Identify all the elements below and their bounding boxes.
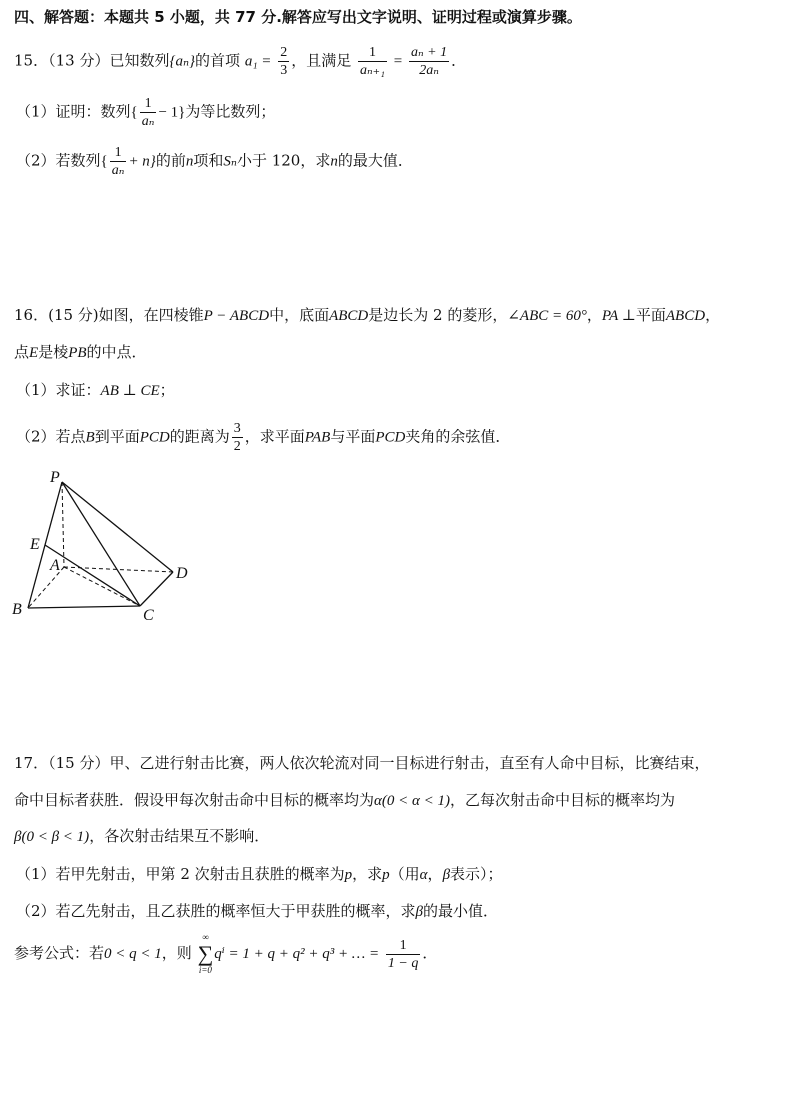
- segment-EC: [45, 545, 140, 606]
- q16-l1-b: 中，底面: [269, 306, 330, 324]
- q15-a1-num: 2: [280, 45, 288, 60]
- q16-p2-a: （2）若点: [16, 427, 86, 446]
- q15-rec-right: [409, 44, 449, 79]
- q15-stem: [14, 44, 466, 79]
- edge-PC: [62, 482, 140, 606]
- q15-p2-c: 项和: [193, 151, 224, 170]
- q15-p2-a: （2）若数列: [16, 151, 101, 170]
- q16-base2: ABCD: [665, 308, 706, 324]
- q17-ref-fraction: [386, 937, 420, 972]
- q16-p2-fraction: [232, 420, 243, 455]
- q15-p1-open: {: [130, 104, 138, 121]
- q17-p1-alpha: α: [419, 867, 428, 883]
- q17-reference: [14, 932, 437, 976]
- edge-BC: [28, 606, 140, 608]
- q15-p2-d: 小于 120，求: [236, 151, 331, 170]
- sum-symbol: [198, 932, 214, 976]
- q16-p1-b: ；: [159, 381, 175, 399]
- q15-a1: a₁ =: [244, 53, 272, 70]
- section-title: 四、解答题：本题共 5 小题，共 77 分.解答应写出文字说明、证明过程或演算步骤。: [14, 8, 582, 26]
- q15-a1-den: 3: [280, 63, 288, 78]
- q16-pb: PB: [68, 345, 87, 361]
- edge-AC-hidden: [64, 567, 140, 606]
- q16-l1-e: 平面: [635, 306, 666, 324]
- q16-l2-a: 点: [14, 343, 30, 361]
- label-A: A: [50, 557, 60, 574]
- q16-p2-d: ，求平面: [244, 427, 305, 446]
- q17-ref-end: ．: [422, 944, 438, 962]
- q16-p1-m: AB ⊥ CE: [100, 383, 160, 399]
- q17-l3-b: ，各次射击结果互不影响．: [89, 827, 270, 845]
- q17-ref-b: ，则: [161, 944, 192, 962]
- label-E: E: [30, 536, 40, 553]
- q15-p1-b: 为等比数列；: [185, 102, 276, 121]
- q15-a1-fraction: [278, 44, 289, 79]
- q15-rec-lden: aₙ₊₁: [360, 63, 385, 78]
- label-C: C: [143, 607, 154, 624]
- q15-eq: =: [393, 53, 403, 70]
- q16-l1-a: 16．(15 分)如图，在四棱锥: [14, 306, 204, 324]
- q16-p1-a: （1）求证：: [16, 381, 101, 399]
- q15-p1-fraction: [140, 95, 157, 130]
- q15-p1-tail: − 1}: [158, 104, 186, 121]
- q15-p2-fraction: [110, 144, 127, 179]
- q15-p2-n2: n: [330, 153, 338, 170]
- q17-part2: [16, 901, 498, 922]
- sum-sigma: ∑: [197, 941, 214, 966]
- q15-seq: {aₙ}: [169, 53, 196, 70]
- q16-p2-c: 的距离为: [169, 427, 230, 446]
- label-P: P: [50, 469, 60, 486]
- label-D: D: [176, 565, 188, 582]
- edge-PD: [62, 482, 173, 572]
- q17-p2-b: 的最小值．: [423, 902, 499, 920]
- q15-p2-n: n: [185, 153, 194, 170]
- q17-line2: [14, 790, 675, 811]
- q17-alpha: α(0 < α < 1): [374, 793, 450, 809]
- label-B: B: [12, 601, 22, 618]
- q17-p2-a: （2）若乙先射击，且乙获胜的概率恒大于甲获胜的概率，求: [16, 902, 416, 920]
- q17-l2-a: 命中目标者获胜．假设甲每次射击命中目标的概率均为: [14, 791, 375, 809]
- q16-angle: ∠ABC = 60°: [507, 308, 587, 324]
- q17-ref-a: 参考公式：若: [14, 944, 105, 962]
- q15-p1-num: 1: [140, 95, 157, 113]
- q15-rec-left: [358, 44, 387, 79]
- q15-rec-rnum: aₙ + 1: [410, 45, 448, 60]
- q15-p2-num: 1: [110, 144, 127, 162]
- q16-pyramid: P − ABCD: [203, 308, 270, 324]
- q16-l1-c: 是边长为 2 的菱形，: [368, 306, 508, 324]
- q16-part1: [16, 380, 175, 401]
- q17-p1-a: （1）若甲先射击，甲第 2 次射击且获胜的概率为: [16, 865, 345, 883]
- q16-line1: [14, 305, 720, 326]
- q15-rec-lnum: 1: [358, 44, 387, 62]
- q17-p1-beta: β: [442, 867, 451, 883]
- q17-beta: β(0 < β < 1): [14, 829, 90, 845]
- q16-l2-b: 是棱: [38, 343, 69, 361]
- q17-ref-den: 1 − q: [387, 955, 419, 971]
- q15-part2: [16, 144, 413, 179]
- q15-end: ．: [451, 51, 467, 70]
- pyramid-figure: [0, 460, 220, 630]
- q17-ref-cond: 0 < q < 1: [104, 946, 162, 962]
- q15-p2-den: aₙ: [111, 163, 125, 178]
- q15-p2-S: Sₙ: [223, 153, 237, 170]
- q16-p2-e: 与平面: [330, 427, 376, 446]
- q17-line1: 17．（15 分）甲、乙进行射击比赛，两人依次轮流对同一目标进行射击，直至有人命中目标，比赛结束，: [14, 754, 710, 772]
- q16-p2-pab: PAB: [304, 429, 331, 446]
- q16-p2-num: 3: [233, 421, 241, 436]
- q16-pa: PA ⊥: [601, 308, 636, 324]
- q16-l1-f: ，: [705, 306, 721, 324]
- q17-part1: [16, 864, 503, 885]
- sum-body: qⁱ = 1 + q + q² + q³ + … =: [214, 946, 380, 962]
- sum-bottom: i=0: [198, 965, 212, 975]
- q16-p2-b: 到平面: [94, 427, 140, 446]
- q15-label: 15．（13 分）已知数列: [14, 51, 170, 70]
- q15-p2-b: 的前: [155, 151, 186, 170]
- sum-top: ∞: [202, 932, 209, 942]
- q16-p2-f: 夹角的余弦值．: [405, 427, 511, 446]
- q17-p1-p: p: [344, 867, 353, 883]
- q16-l2-c: 的中点．: [86, 343, 147, 361]
- edge-CD: [140, 572, 173, 606]
- q17-p1-d: ，: [427, 865, 443, 883]
- q16-p2-pcd2: PCD: [375, 429, 406, 446]
- q16-l1-d: ，: [586, 306, 602, 324]
- q15-p2-tail: + n}: [128, 153, 156, 170]
- q16-p2-B: B: [85, 429, 95, 446]
- q17-p1-c: （用: [389, 865, 420, 883]
- q16-p2-den: 2: [233, 439, 241, 454]
- q17-l2-b: ，乙每次射击命中目标的概率均为: [450, 791, 676, 809]
- q17-line3: [14, 826, 269, 847]
- q16-base: ABCD: [329, 308, 369, 324]
- q15-rec-rden: 2aₙ: [419, 63, 439, 78]
- q17-ref-num: 1: [386, 937, 420, 955]
- q15-text-2: ，且满足: [291, 51, 352, 70]
- q16-part2: [16, 420, 510, 455]
- q15-part1: [16, 95, 275, 130]
- edge-PA-hidden: [62, 482, 64, 567]
- q15-p2-e: 的最大值．: [337, 151, 413, 170]
- q15-p1-a: （1）证明：数列: [16, 102, 131, 121]
- q15-p2-open: {: [100, 153, 108, 170]
- q17-p1-p2: p: [382, 867, 390, 883]
- q15-p1-den: aₙ: [141, 114, 155, 129]
- q17-p1-b: ，求: [352, 865, 383, 883]
- q16-line2: [14, 342, 147, 363]
- q16-p2-pcd: PCD: [139, 429, 170, 446]
- q17-p2-beta: β: [415, 904, 424, 920]
- q15-text-1: 的首项: [195, 51, 241, 70]
- q17-p1-e: 表示）；: [450, 865, 503, 883]
- q16-e: E: [29, 345, 39, 361]
